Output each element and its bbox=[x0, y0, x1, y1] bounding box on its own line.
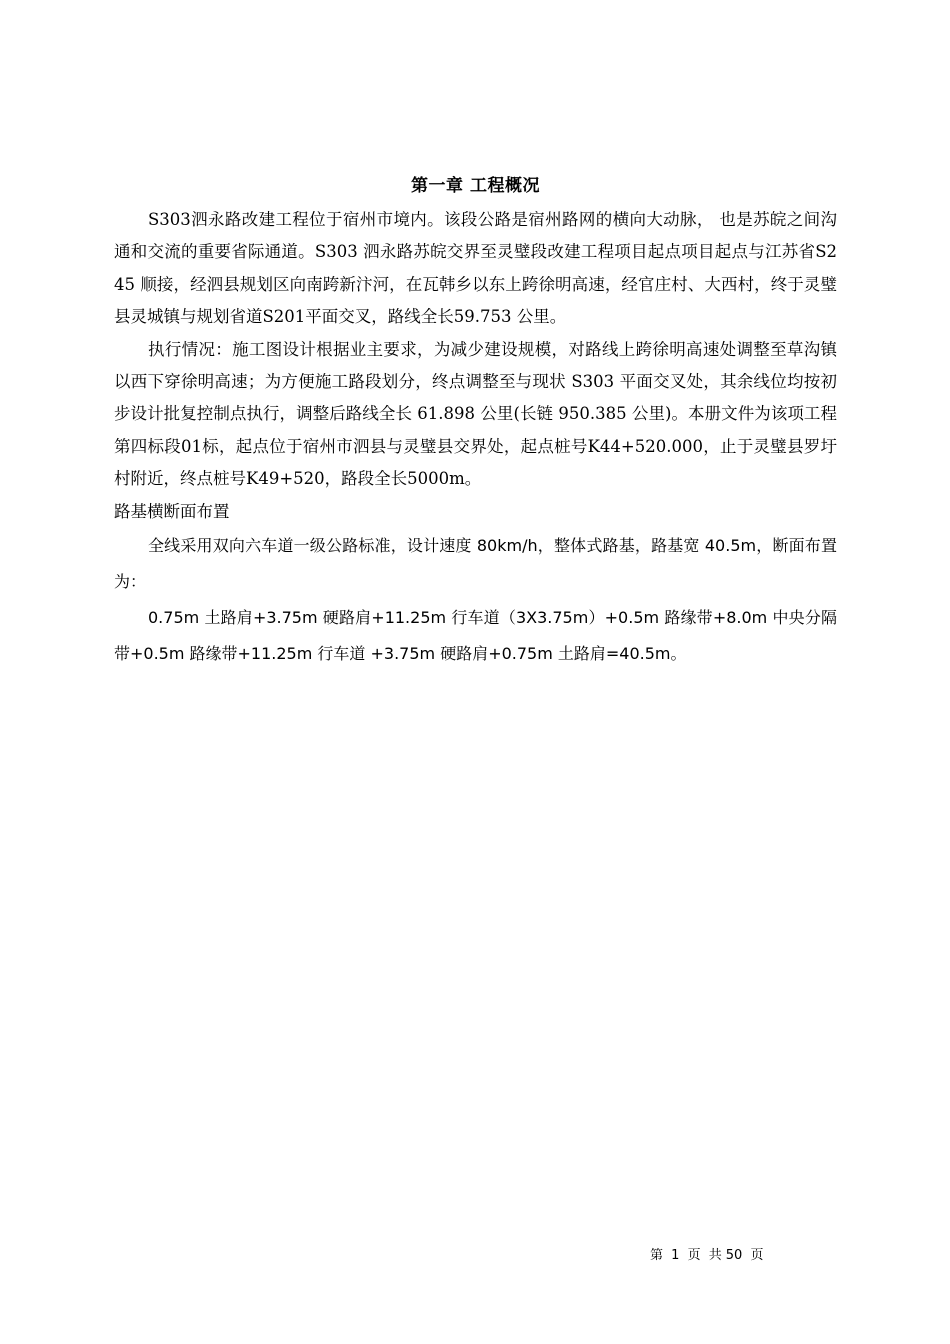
total-suffix: 页 bbox=[750, 1248, 764, 1263]
chapter-title: 第一章 工程概况 bbox=[411, 176, 540, 196]
page-footer bbox=[650, 1247, 767, 1265]
page-prefix: 第 bbox=[650, 1248, 664, 1263]
paragraph-overview: S303泗永路改建工程位于宿州市境内。该段公路是宿州路网的横向大动脉， 也是苏皖之间沟通和交流的重要省际通道。S303 泗永路苏皖交界至灵璧段改建工程项目起点项目起点与江苏省S245 顺接，经泗县规划区向南跨新汴河，在瓦韩乡以东上跨徐明高速，经官庄村、大西村，终于灵璧县灵城镇与规划省道S201平面交叉，路线全长59.753 公里。 bbox=[114, 210, 837, 327]
total-pages: 50 bbox=[725, 1248, 743, 1263]
paragraph-standard: 全线采用双向六车道一级公路标准，设计速度 80km/h，整体式路基，路基宽 40.5m，断面布置为： bbox=[114, 536, 837, 592]
section-heading: 路基横断面布置 bbox=[114, 501, 230, 521]
total-prefix: 共 bbox=[708, 1248, 722, 1263]
page-number: 1 bbox=[671, 1248, 680, 1263]
paragraph-cross-section: 0.75m 土路肩+3.75m 硬路肩+11.25m 行车道（3X3.75m）+0.5m 路缘带+8.0m 中央分隔带+0.5m 路缘带+11.25m 行车道 +3.75m 硬路肩+0.75m 土路肩=40.5m。 bbox=[114, 608, 837, 664]
page-suffix: 页 bbox=[687, 1248, 701, 1263]
paragraph-execution: 执行情况：施工图设计根据业主要求，为减少建设规模，对路线上跨徐明高速处调整至草沟镇以西下穿徐明高速；为方便施工路段划分，终点调整至与现状 S303 平面交叉处，其余线位均按初步设计批复控制点执行，调整后路线全长 61.898 公里(长链 950.385 公里)。本册文件为该项工程第四标段01标，起点位于宿州市泗县与灵璧县交界处，起点桩号K44+520.000，止于灵璧县罗圩村附近，终点桩号K49+520，路段全长5000m。 bbox=[114, 339, 837, 489]
document-body bbox=[114, 168, 837, 672]
